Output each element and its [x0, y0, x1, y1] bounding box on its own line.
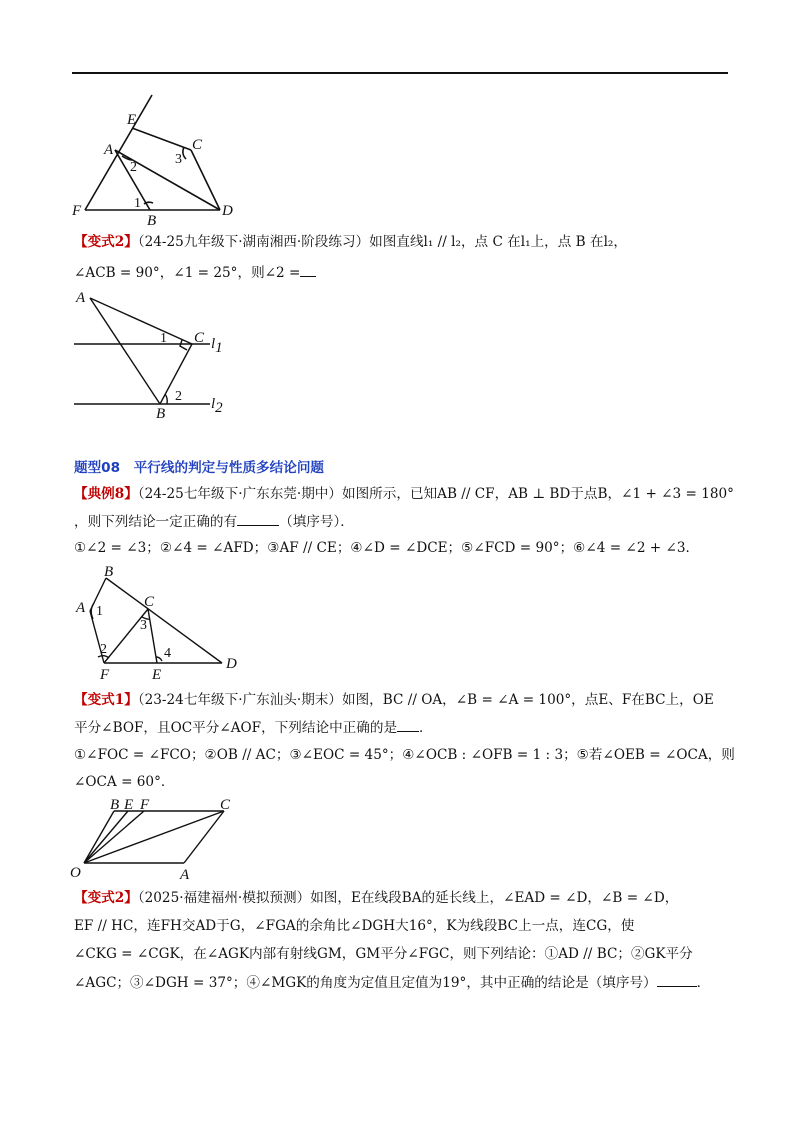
v2b-text-2: EF // HC，连FH交AD于G，∠FGA的余角比∠DGH大16°，K为线段BC上一点，连CG，使: [74, 918, 635, 934]
ex8-line-3: [74, 538, 699, 558]
label-A: A: [76, 600, 86, 616]
v2b-text-3: ∠CKG = ∠CGK，在∠AGK内部有射线GM，GM平分∠FGC，则下列结论：①AD // BC；②GK平分: [74, 946, 693, 962]
v1-line-3: [74, 745, 735, 765]
figure-2-geometry: [60, 288, 240, 420]
v2b-line-3: [74, 944, 693, 964]
label-2: 2: [175, 389, 182, 404]
ex8-text-3: ①∠2 = ∠3；②∠4 = ∠AFD；③AF // CE；④∠D = ∠DCE；⑤∠FCD = 90°；⑥∠4 = ∠2 + ∠3．: [74, 540, 700, 556]
label-3: 3: [140, 618, 147, 633]
label-3: 3: [175, 152, 182, 167]
label-l2: l2: [211, 396, 223, 416]
label-B: B: [147, 213, 157, 229]
label-F: F: [140, 797, 150, 813]
v1-text-1: （23-24七年级下·广东汕头·期末）如图，BC // OA，∠B = ∠A = 100°，点E、F在BC上，OE: [137, 692, 714, 708]
v2b-answer-blank: [657, 972, 697, 987]
ex8-text-1: （24-25七年级下·广东东莞·期中）如图所示，已知AB // CF，AB ⊥ BD于点B，∠1 + ∠3 = 180°: [137, 486, 734, 502]
label-D: D: [222, 203, 233, 219]
ex8-text-2b: （填序号）．: [279, 514, 354, 530]
v2a-answer-blank: [300, 262, 316, 277]
line-AD: [115, 150, 220, 210]
v2a-line-1: [74, 232, 627, 252]
label-A: A: [180, 867, 190, 883]
label-B: B: [110, 797, 120, 813]
v2b-text-1: （2025·福建福州·模拟预测）如图，E在线段BA的延长线上，∠EAD = ∠D，∠B = ∠D，: [137, 890, 679, 906]
v1-text-3: ①∠FOC = ∠FCO；②OB // AC；③∠EOC = 45°；④∠OCB : ∠OFB = 1 : 3；⑤若∠OEB = ∠OCA，则: [74, 747, 735, 763]
ex8-text-2a: ，则下列结论一定正确的有: [74, 514, 238, 530]
label-1: 1: [134, 196, 141, 211]
figure-3-geometry: [62, 563, 252, 683]
line-OB: [84, 811, 114, 863]
ex8-line-1: [74, 484, 734, 504]
label-C: C: [220, 797, 231, 813]
line-OF: [84, 811, 144, 863]
figure-1-geometry: [60, 90, 260, 229]
v1-line-2: [74, 717, 433, 738]
label-E: E: [127, 112, 137, 128]
ex8-answer-blank: [237, 511, 279, 526]
label-D: D: [226, 656, 237, 672]
ex8-line-2: [74, 511, 354, 532]
v1-text-4: ∠OCA = 60°．: [74, 774, 175, 790]
v2b-line-2: [74, 916, 634, 936]
v1-line-1: [74, 690, 714, 710]
v2a-tag: 【变式2】: [74, 234, 138, 250]
line-AB: [115, 150, 150, 210]
v1-line-4: [74, 772, 174, 792]
v2a-text-1: （24-25九年级下·湖南湘西·阶段练习）如图直线l₁ // l₂，点 C 在l₁上，点 B 在l₂，: [137, 234, 627, 250]
label-E: E: [152, 667, 162, 683]
line-EC: [132, 128, 191, 150]
label-F: F: [72, 203, 82, 219]
v2a-text-2: ∠ACB = 90°，∠1 = 25°，则∠2 =: [74, 265, 301, 281]
v2b-line-1: [74, 888, 678, 908]
label-C: C: [144, 594, 155, 610]
label-B: B: [104, 564, 114, 580]
label-1: 1: [96, 604, 103, 619]
line-CE: [148, 609, 157, 663]
label-O: O: [70, 865, 81, 881]
label-2: 2: [130, 160, 137, 175]
label-A: A: [76, 290, 86, 306]
v1-answer-blank: [397, 717, 419, 732]
label-C: C: [194, 330, 205, 346]
label-2: 2: [100, 642, 107, 657]
arc-angle-1: [91, 603, 94, 619]
v1-text-2b: ．: [419, 720, 433, 736]
v2b-text-4a: ∠AGC；③∠DGH = 37°；④∠MGK的角度为定值且定值为19°，其中正确的结论是（填序号）: [74, 975, 657, 991]
v2b-tag: 【变式2】: [74, 890, 138, 906]
section-title: 题型08 平行线的判定与性质多结论问题: [74, 460, 325, 476]
label-A: A: [104, 142, 114, 158]
label-C: C: [192, 137, 203, 153]
figure-4-geometry: [64, 795, 244, 885]
arc-angle-2: [165, 394, 167, 404]
line-OC: [84, 811, 224, 863]
label-l1: l1: [211, 336, 223, 356]
arc-angle-1: [144, 202, 153, 204]
v2a-line-2: [74, 262, 316, 283]
v1-tag: 【变式1】: [74, 692, 138, 708]
ex8-tag: 【典例8】: [74, 486, 138, 502]
header-rule: [72, 72, 728, 74]
v2b-line-4: [74, 972, 710, 993]
v1-text-2a: 平分∠BOF，且OC平分∠AOF，下列结论中正确的是: [74, 720, 398, 736]
label-4: 4: [164, 646, 171, 661]
label-F: F: [100, 667, 110, 683]
label-1: 1: [160, 331, 167, 346]
v2b-text-4b: ．: [696, 975, 711, 991]
label-B: B: [156, 406, 166, 422]
label-E: E: [124, 797, 134, 813]
